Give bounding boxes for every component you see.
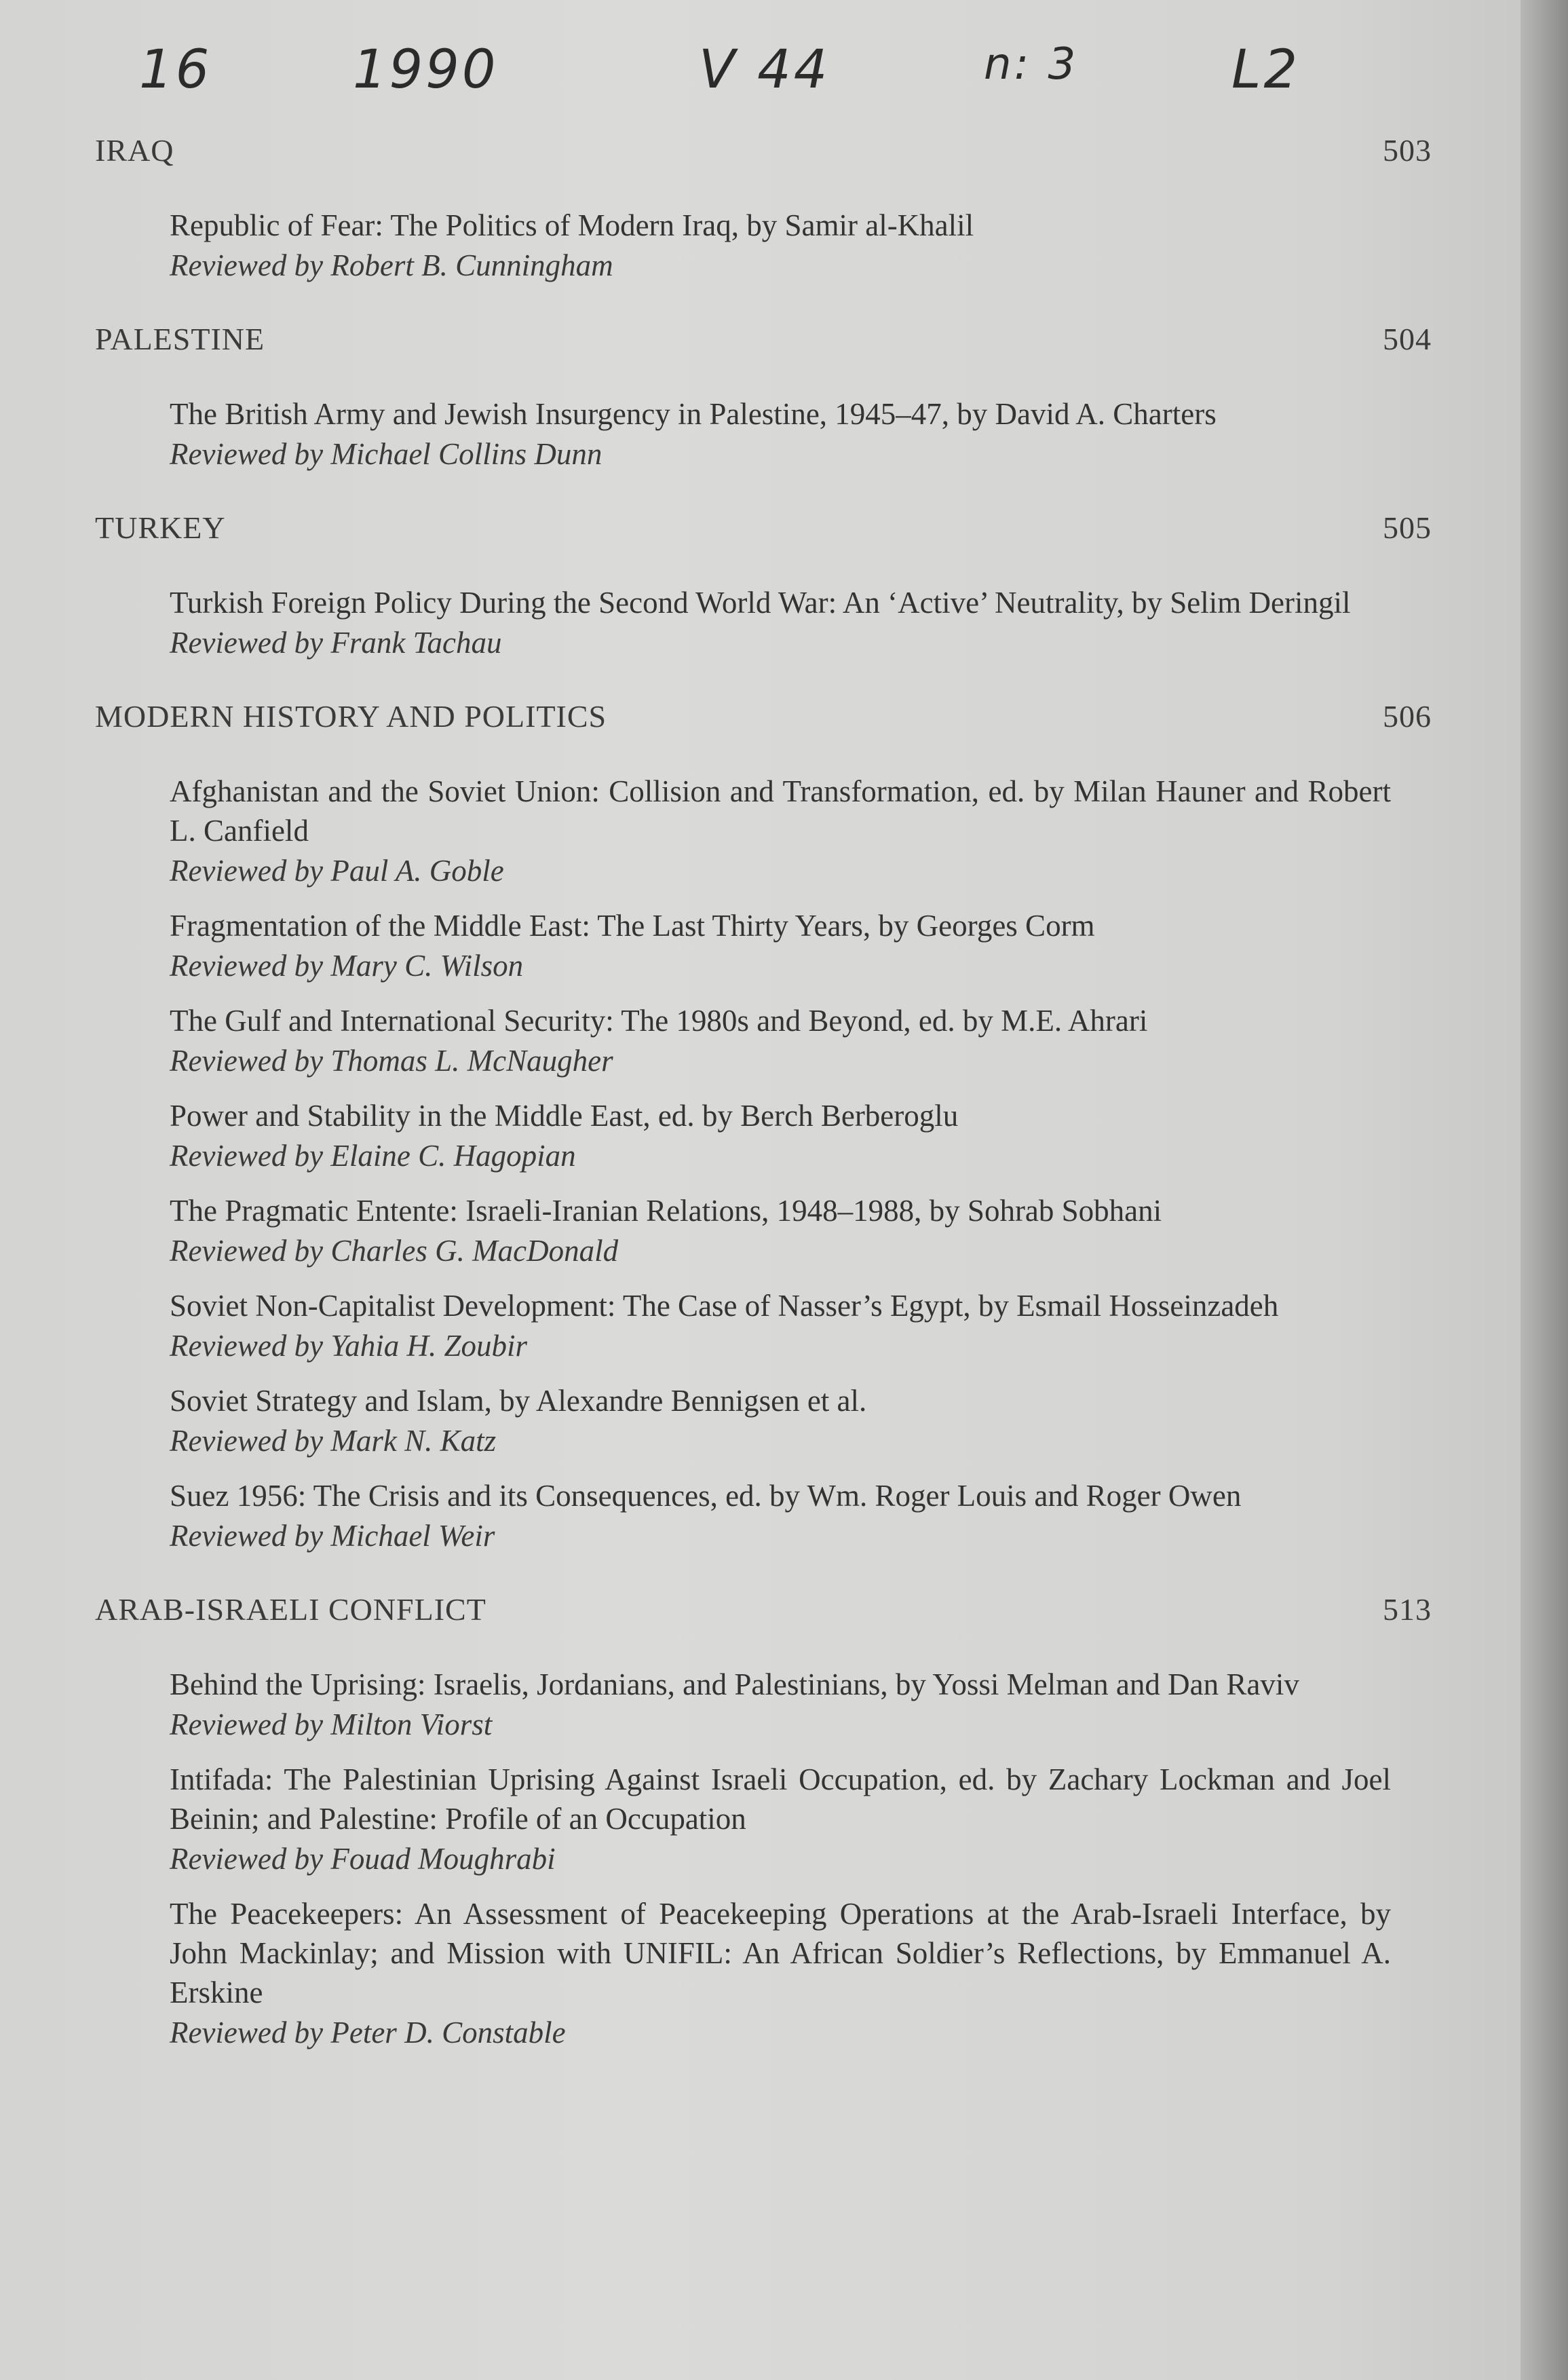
- handwritten-year: 1990: [353, 39, 499, 100]
- section-page-number: 513: [1383, 1592, 1432, 1627]
- book-citation: Republic of Fear: The Politics of Modern Iraq, by Samir al-Khalil: [170, 208, 974, 242]
- book-citation: The British Army and Jewish Insurgency in Palestine, 1945–47, by David A. Charters: [170, 397, 1217, 431]
- review-entry: [170, 1096, 1391, 1176]
- reviewer-name: Reviewed by Michael Weir: [170, 1519, 495, 1553]
- book-citation: Intifada: The Palestinian Uprising Against Israeli Occupation, ed. by Zachary Lockman and Joel Beinin; and Palestine: Profile of an Occupation: [170, 1762, 1391, 1836]
- review-entry: [170, 394, 1391, 474]
- handwritten-volume: V 44: [699, 39, 830, 100]
- review-list: [95, 1665, 1391, 2053]
- reviewer-name: Reviewed by Paul A. Goble: [170, 854, 504, 888]
- review-entry: [170, 206, 1391, 286]
- section-page-number: 505: [1383, 510, 1432, 545]
- reviewer-name: Reviewed by Elaine C. Hagopian: [170, 1139, 576, 1173]
- review-list: [95, 394, 1391, 474]
- reviewer-name: Reviewed by Michael Collins Dunn: [170, 437, 603, 471]
- handwritten-issue: n: 3: [984, 39, 1079, 90]
- review-entry: [170, 906, 1391, 986]
- reviewer-name: Reviewed by Yahia H. Zoubir: [170, 1329, 528, 1363]
- book-citation: Suez 1956: The Crisis and its Consequences, ed. by Wm. Roger Louis and Roger Owen: [170, 1479, 1242, 1513]
- reviewer-name: Reviewed by Fouad Moughrabi: [170, 1842, 556, 1876]
- book-page-edge: [1521, 0, 1568, 2380]
- review-entry: [170, 1381, 1391, 1461]
- book-citation: Soviet Non-Capitalist Development: The Case of Nasser’s Egypt, by Esmail Hosseinzadeh: [170, 1289, 1279, 1323]
- section-header: [95, 132, 1445, 173]
- book-citation: Afghanistan and the Soviet Union: Collision and Transformation, ed. by Milan Hauner and Robert L. Canfield: [170, 774, 1391, 848]
- book-citation: The Gulf and International Security: The 1980s and Beyond, ed. by M.E. Ahrari: [170, 1004, 1148, 1038]
- review-list: [95, 772, 1391, 1556]
- review-entry: [170, 1476, 1391, 1556]
- review-list: [95, 583, 1391, 663]
- reviewer-name: Reviewed by Charles G. MacDonald: [170, 1234, 619, 1268]
- review-entry: [170, 1286, 1391, 1366]
- book-citation: Power and Stability in the Middle East, ed. by Berch Berberoglu: [170, 1099, 959, 1133]
- reviewer-name: Reviewed by Thomas L. McNaugher: [170, 1044, 613, 1078]
- reviewer-name: Reviewed by Mary C. Wilson: [170, 949, 524, 983]
- book-citation: The Pragmatic Entente: Israeli-Iranian Relations, 1948–1988, by Sohrab Sobhani: [170, 1194, 1162, 1228]
- review-entry: [170, 583, 1391, 663]
- section-header: [95, 510, 1445, 550]
- handwritten-number: 16: [139, 39, 212, 100]
- section-header: [95, 321, 1445, 362]
- section-modern-history-and-politics: [95, 698, 1445, 1556]
- section-title: MODERN HISTORY AND POLITICS: [95, 699, 607, 734]
- section-arab-israeli-conflict: [95, 1591, 1445, 2053]
- section-title: TURKEY: [95, 510, 226, 545]
- book-citation: The Peacekeepers: An Assessment of Peacekeeping Operations at the Arab-Israeli Interface, by John Mackinlay; and Mission with UNIFIL: An African Soldier’s Reflections, by Emmanuel A. Erskine: [170, 1897, 1391, 2009]
- section-turkey: [95, 510, 1445, 663]
- review-entry: [170, 1894, 1391, 2053]
- section-title: ARAB-ISRAELI CONFLICT: [95, 1592, 486, 1627]
- review-entry: [170, 1665, 1391, 1745]
- section-title: PALESTINE: [95, 322, 265, 356]
- book-citation: Soviet Strategy and Islam, by Alexandre Bennigsen et al.: [170, 1384, 867, 1418]
- section-title: IRAQ: [95, 133, 174, 168]
- handwritten-code: L2: [1231, 39, 1301, 100]
- review-entry: [170, 1001, 1391, 1081]
- book-citation: Behind the Uprising: Israelis, Jordanians, and Palestinians, by Yossi Melman and Dan Raviv: [170, 1667, 1299, 1701]
- reviewer-name: Reviewed by Peter D. Constable: [170, 2016, 566, 2050]
- review-entry: [170, 1760, 1391, 1879]
- section-header: [95, 1591, 1445, 1632]
- section-palestine: [95, 321, 1445, 474]
- section-header: [95, 698, 1445, 739]
- section-page-number: 503: [1383, 133, 1432, 168]
- book-citation: Fragmentation of the Middle East: The Last Thirty Years, by Georges Corm: [170, 909, 1095, 943]
- reviewer-name: Reviewed by Milton Viorst: [170, 1707, 493, 1741]
- reviewer-name: Reviewed by Mark N. Katz: [170, 1424, 497, 1458]
- section-page-number: 504: [1383, 322, 1432, 356]
- reviewer-name: Reviewed by Robert B. Cunningham: [170, 248, 613, 282]
- table-of-contents: [95, 132, 1445, 2068]
- review-entry: [170, 1191, 1391, 1271]
- section-page-number: 506: [1383, 699, 1432, 734]
- reviewer-name: Reviewed by Frank Tachau: [170, 626, 502, 660]
- handwritten-note: [0, 39, 1520, 121]
- review-entry: [170, 772, 1391, 891]
- review-list: [95, 206, 1391, 286]
- book-citation: Turkish Foreign Policy During the Second World War: An ‘Active’ Neutrality, by Selim Deringil: [170, 586, 1351, 620]
- section-iraq: [95, 132, 1445, 286]
